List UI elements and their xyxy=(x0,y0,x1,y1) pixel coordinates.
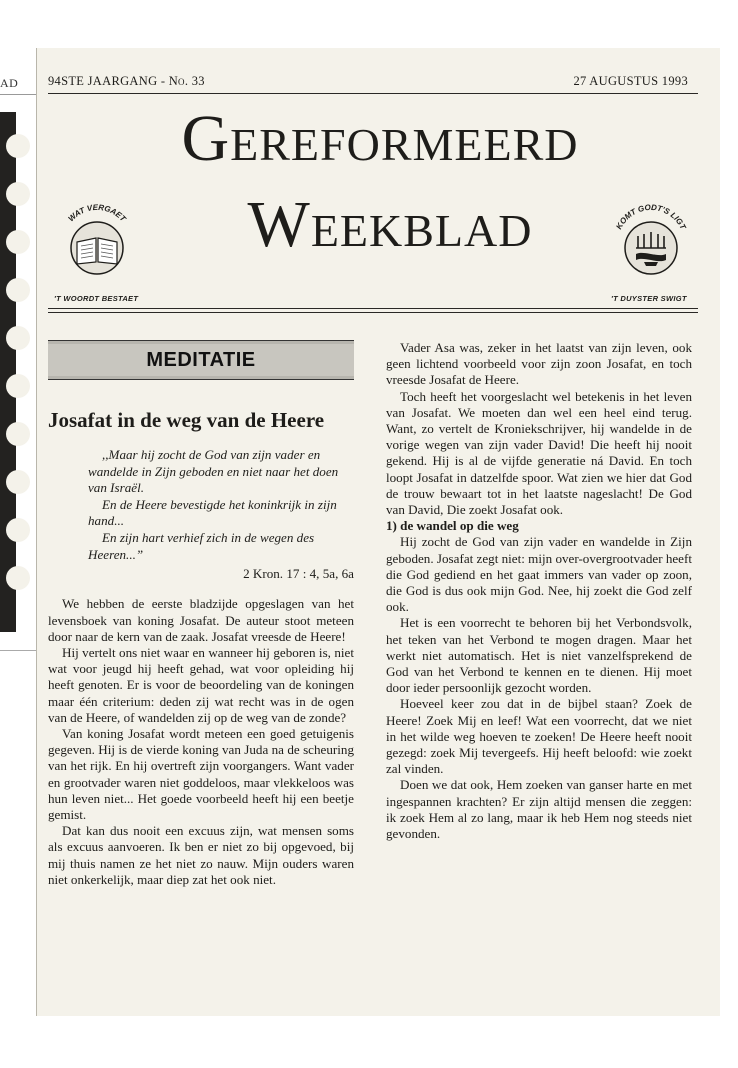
section-banner xyxy=(48,340,354,380)
scripture-reference: 2 Kron. 17 : 4, 5a, 6a xyxy=(243,566,354,582)
adjacent-page-text: AD xyxy=(0,76,19,90)
quote-line: En de Heere bevestigde het koninkrijk in zijn hand... xyxy=(88,496,337,529)
adjacent-page-rule xyxy=(0,94,36,95)
paragraph: Hij vertelt ons niet waar en wanneer hij geboren is, niet wat voor jeugd hij heeft gehad, wat voor opleiding hij heeft genoten. Er is voor de beoordeling van de koningen maar één criterium: deden zij wat recht was in de ogen van de Heere, of wandelden zij op de weg van de zonde? xyxy=(48,644,354,725)
adjacent-page-rule-bottom xyxy=(0,650,36,651)
motto-left: 'T WOORDT BESTAET xyxy=(54,294,139,303)
scripture-quote xyxy=(88,447,354,563)
punched-binding-strip xyxy=(0,112,36,632)
paragraph: Van koning Josafat wordt meteen een goed getuigenis gegeven. Hij is de vierde koning van Juda na de scheuring van het rijk. En hij overtreft zijn voorgangers. Want vader en grootvader waren niet goddeloos, maar vlekkeloos was hun leven niet... Het goede voorbeeld heeft hij een beetje gemist. xyxy=(48,725,354,822)
paragraph: We hebben de eerste bladzijde opgeslagen van het levensboek van koning Josafat. De auteur stoot meteen door naar de kern van de zaak. Josafat vreesde de Heere! xyxy=(48,596,354,644)
paragraph: Hoeveel keer zou dat in de bijbel staan? Zoek de Heere! Zoek Mij en leef! Wat een voorrecht, dat we niet in het wilde weg hoeven te zoeken! De Heere heeft nooit gezegd: zoek Mij tevergeefs. Hij heeft beloofd: wie zoekt zal vinden. xyxy=(386,696,692,777)
paragraph: Dat kan dus nooit een excuus zijn, wat mensen soms als excuus aanvoeren. Ik ben er niet zo bij opgevoed, bij mij thuis namen ze het niet zo nauw. Mijn ouders waren niet onkerkelijk, maar diep zat het ook niet. xyxy=(48,823,354,887)
masthead-bottom-rule xyxy=(48,308,698,309)
paragraph: Vader Asa was, zeker in het laatst van zijn leven, ook geen lichtend voorbeeld voor zijn zoon Josafat, en toch vreesde Josafat de Heere. xyxy=(386,340,692,388)
article-column-left xyxy=(48,340,354,888)
article-headline: Josafat in de weg van de Heere xyxy=(48,408,325,432)
masthead-title-line2: Weekblad xyxy=(247,188,533,261)
masthead-info xyxy=(48,74,688,94)
issue-date: 27 AUGUSTUS 1993 xyxy=(573,74,688,88)
article-subheading: 1) de wandel op die weg xyxy=(386,518,519,534)
paragraph: Doen we dat ook, Hem zoeken van ganser harte en met ingespannen krachten? Er zijn altijd mensen die zeggen: ik zoek Hem al zo lang, maar ik heb Hem nog steeds niet gevonden. xyxy=(386,777,692,842)
article-column-right xyxy=(386,340,692,842)
paragraph: Hij zocht de God van zijn vader en wandelde in Zijn geboden. Josafat zegt niet: mijn over-overgrootvader heeft die God gediend en het gaat immers van vader op zoon, die God is dus ook mijn God. Nee, hij zoekt die God zelf ook. xyxy=(386,534,692,615)
quote-line: ,,Maar hij zocht de God van zijn vader en wandelde in Zijn geboden en niet naar het doen van Israël. xyxy=(88,447,339,496)
paragraph: Toch heeft het voorgeslacht wel betekenis in het leven van Josafat. We moeten dan wel een heel eind terug. Want, zo vertelt de Kroniekschrijver, hij wandelde in de vorige wegen van zijn vader David! Die heeft hij nooit gekend. Hij is al de vijfde generatie ná David. En toch loopt Josafat in datzelfde spoor. Wat zien we hier dat God de trouw bewaart tot in het laatste nageslacht! De God van David, Die zoekt Josafat ook. xyxy=(386,388,692,518)
emblem-right-text: KOMT GODT'S LIGT xyxy=(614,202,688,231)
candlestick-emblem-icon xyxy=(606,198,696,288)
svg-text:WAT VERGAET xyxy=(66,203,128,224)
open-book-emblem-icon xyxy=(52,198,142,288)
section-label: MEDITATIE xyxy=(146,348,256,371)
quote-line: En zijn hart verhief zich in de wegen des Heeren...” xyxy=(88,529,315,562)
emblem-left-text: WAT VERGAET xyxy=(66,202,128,224)
paragraph: Het is een voorrecht te behoren bij het Verbondsvolk, het teken van het Verbond te mogen dragen. Maar het werkt niet automatisch. Het is niet vanzelfsprekend de God van het Verbond te kennen en te dienen. Hij moet door ieder persoonlijk gezocht worden. xyxy=(386,615,692,696)
masthead-rule xyxy=(48,93,698,94)
issue-number: 94STE JAARGANG - No. 33 xyxy=(48,74,205,88)
masthead-bottom-rule-2 xyxy=(48,312,698,313)
masthead-title-line1: Gereformeerd xyxy=(181,102,579,175)
motto-right: 'T DUYSTER SWIGT xyxy=(611,294,687,303)
page-margin xyxy=(720,48,738,1016)
